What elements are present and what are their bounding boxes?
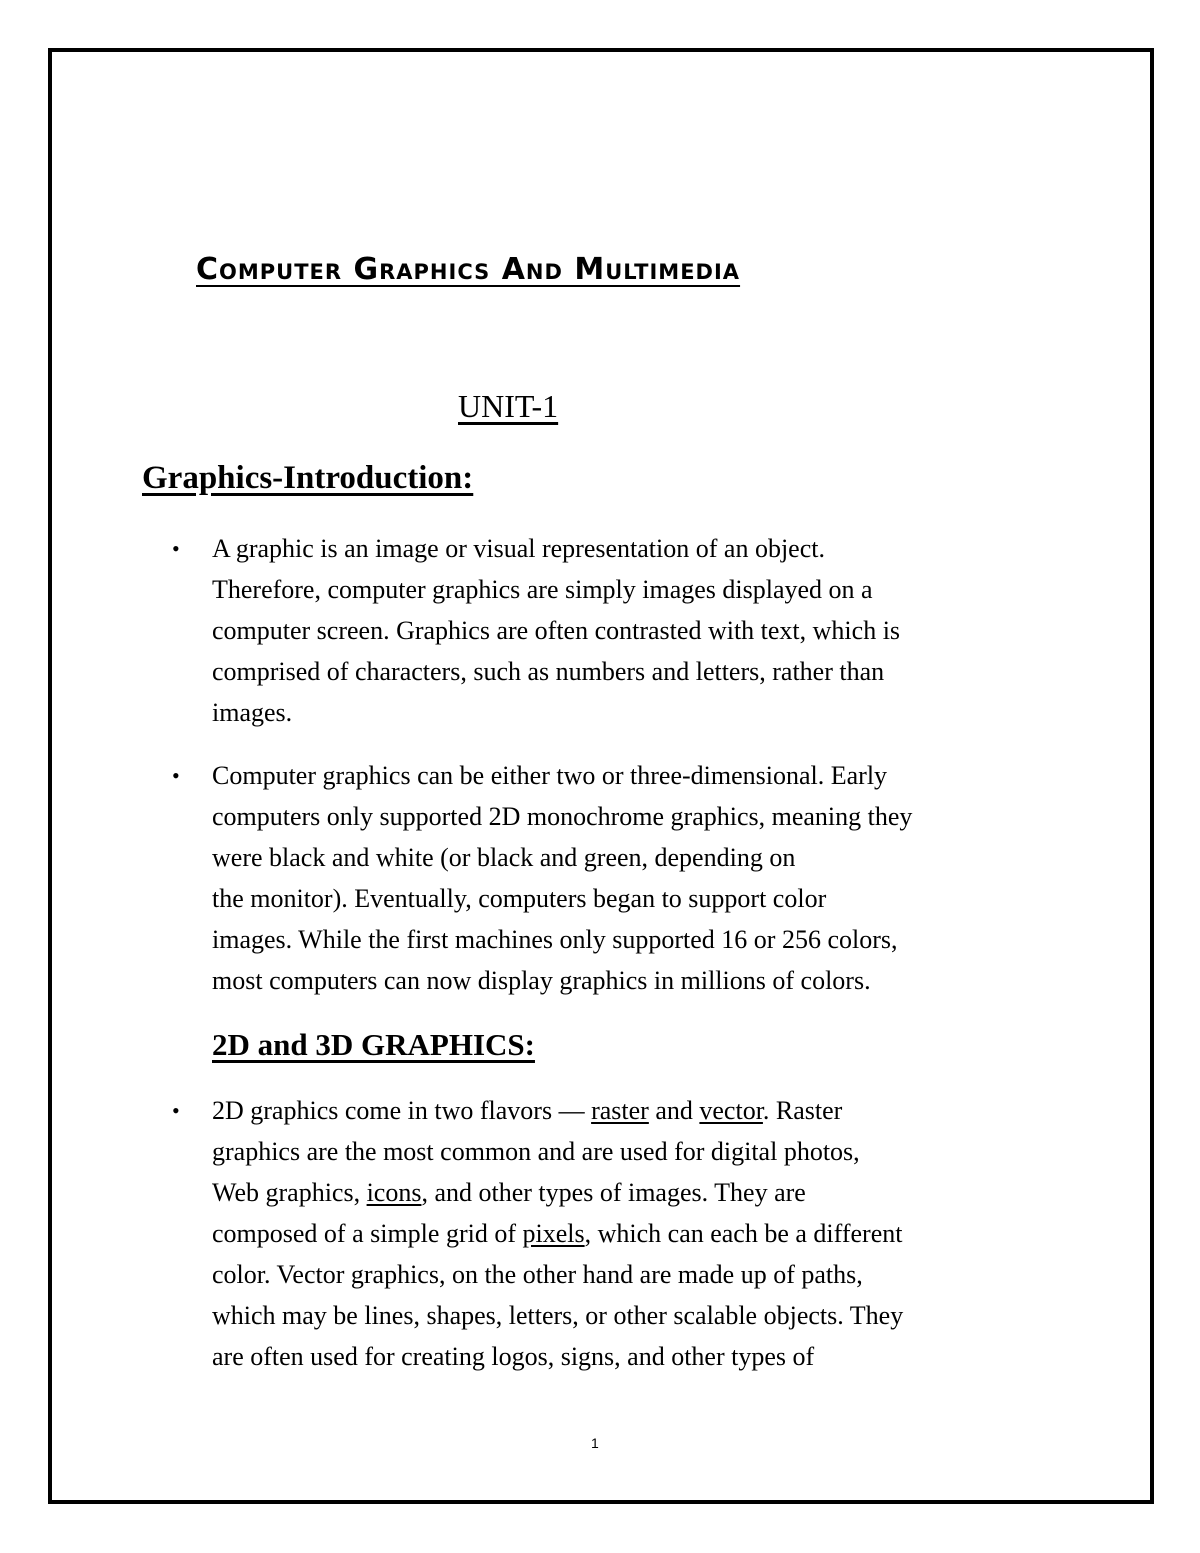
- text-line: graphics are the most common and are used for digital photos,: [212, 1137, 860, 1166]
- text-line: the monitor). Eventually, computers began to support color: [212, 884, 827, 913]
- text-line: comprised of characters, such as numbers and letters, rather than: [212, 657, 885, 686]
- bullet-item: [172, 528, 1082, 733]
- text-line: computers only supported 2D monochrome graphics, meaning they: [212, 802, 913, 831]
- text-line: computer screen. Graphics are often contrasted with text, which is: [212, 616, 901, 645]
- text-line: color. Vector graphics, on the other hand are made up of paths,: [212, 1260, 863, 1289]
- text-line: composed of a simple grid of pixels, which can each be a different: [212, 1219, 903, 1248]
- text-line: images. While the first machines only supported 16 or 256 colors,: [212, 925, 898, 954]
- bullet-item: [172, 1090, 1082, 1377]
- bullet-dot-icon: •: [172, 1098, 180, 1123]
- pixels-link[interactable]: pixels: [522, 1219, 585, 1248]
- unit-label: UNIT-1: [458, 388, 559, 424]
- page-number: 1: [591, 1435, 599, 1451]
- bullet-dot-icon: •: [172, 536, 180, 561]
- text-line: Computer graphics can be either two or three-dimensional. Early: [212, 761, 888, 790]
- section-heading-graphics-introduction: Graphics-Introduction:: [142, 460, 474, 496]
- bullet-dot-icon: •: [172, 763, 180, 788]
- text-line: which may be lines, shapes, letters, or other scalable objects. They: [212, 1301, 904, 1330]
- text-line: are often used for creating logos, signs, and other types of: [212, 1342, 815, 1371]
- text-line: 2D graphics come in two flavors — raster and vector. Raster: [212, 1096, 843, 1125]
- text-line: images.: [212, 698, 293, 727]
- section-heading-2d-3d-graphics: 2D and 3D GRAPHICS:: [212, 1027, 535, 1062]
- text-line: most computers can now display graphics in millions of colors.: [212, 966, 871, 995]
- text-line: Therefore, computer graphics are simply images displayed on a: [212, 575, 873, 604]
- document-title: Computer Graphics And Multimedia: [196, 252, 741, 287]
- text-line: were black and white (or black and green, depending on: [212, 843, 796, 872]
- text-line: A graphic is an image or visual representation of an object.: [212, 534, 825, 563]
- icons-link[interactable]: icons: [366, 1178, 422, 1207]
- bullet-item: [172, 755, 1082, 1001]
- raster-link[interactable]: raster: [591, 1096, 649, 1125]
- vector-link[interactable]: vector: [699, 1096, 763, 1125]
- text-line: Web graphics, icons, and other types of images. They are: [212, 1178, 806, 1207]
